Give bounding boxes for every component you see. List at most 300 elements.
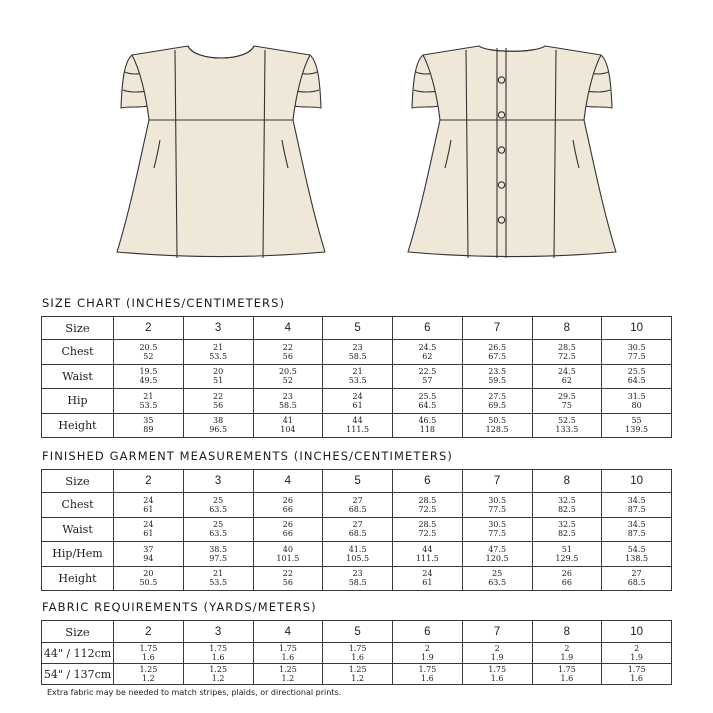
- value-secondary: 111.5: [346, 425, 370, 435]
- value-cell: [253, 542, 323, 567]
- value-cell: [602, 340, 672, 365]
- value-secondary: 1.6: [560, 674, 574, 683]
- value-secondary: 101.5: [276, 553, 300, 563]
- header-cell: 5: [323, 621, 393, 643]
- value-secondary: 82.5: [557, 529, 576, 539]
- value-secondary: 58.5: [348, 351, 367, 361]
- value-secondary: 94: [143, 553, 154, 563]
- value-secondary: 120.5: [485, 553, 509, 563]
- value-primary: 23: [282, 391, 293, 401]
- value-cell: [462, 413, 532, 438]
- value-primary: 52.5: [557, 416, 576, 426]
- value-cell: [532, 340, 602, 365]
- value-primary: 55: [631, 416, 642, 426]
- value-primary: 47.5: [488, 544, 507, 554]
- value-secondary: 62: [561, 376, 572, 386]
- value-secondary: 1.2: [142, 674, 155, 683]
- value-secondary: 62: [422, 351, 433, 361]
- value-secondary: 72.5: [418, 504, 437, 514]
- table-row: [42, 389, 672, 414]
- value-primary: 25.5: [418, 391, 437, 401]
- value-primary: 2: [634, 644, 640, 653]
- value-cell: [114, 389, 184, 414]
- value-secondary: 104: [280, 425, 296, 435]
- value-cell: [253, 493, 323, 518]
- row-label: Height: [42, 566, 114, 591]
- value-cell: [114, 517, 184, 542]
- value-primary: 24: [143, 520, 154, 530]
- header-cell: 7: [462, 621, 532, 643]
- value-secondary: 77.5: [488, 529, 507, 539]
- value-primary: 22: [282, 569, 293, 579]
- value-primary: 41: [282, 416, 293, 426]
- value-primary: 24.5: [557, 367, 576, 377]
- header-cell: 3: [183, 317, 253, 340]
- value-cell: [602, 389, 672, 414]
- value-primary: 1.75: [418, 665, 437, 674]
- value-primary: 1.75: [348, 644, 367, 653]
- table-row: [42, 517, 672, 542]
- value-secondary: 77.5: [488, 504, 507, 514]
- value-cell: [114, 643, 184, 664]
- value-secondary: 75: [561, 400, 572, 410]
- value-primary: 1.75: [139, 644, 158, 653]
- value-cell: [393, 493, 463, 518]
- value-secondary: 63.5: [209, 504, 228, 514]
- value-secondary: 1.6: [351, 653, 364, 662]
- value-secondary: 50.5: [139, 578, 158, 588]
- value-primary: 22.5: [418, 367, 437, 377]
- value-secondary: 72.5: [418, 529, 437, 539]
- value-secondary: 1.6: [211, 653, 225, 662]
- value-primary: 31.5: [627, 391, 646, 401]
- header-cell: 10: [602, 621, 672, 643]
- value-cell: [532, 493, 602, 518]
- value-primary: 24: [143, 495, 154, 505]
- value-cell: [462, 493, 532, 518]
- value-cell: [602, 413, 672, 438]
- value-primary: 25.5: [627, 367, 646, 377]
- value-cell: [253, 566, 323, 591]
- header-cell: 4: [253, 470, 323, 493]
- value-cell: [114, 364, 184, 389]
- value-cell: [114, 566, 184, 591]
- header-cell: 8: [532, 621, 602, 643]
- value-primary: 22: [282, 342, 293, 352]
- header-cell: 8: [532, 317, 602, 340]
- value-primary: 25: [492, 569, 503, 579]
- header-cell: 5: [323, 470, 393, 493]
- row-label: Waist: [42, 517, 114, 542]
- value-primary: 23.5: [488, 367, 507, 377]
- value-secondary: 1.6: [490, 674, 504, 683]
- value-primary: 44: [352, 416, 363, 426]
- size-chart-header-row: [42, 317, 672, 340]
- value-cell: [532, 413, 602, 438]
- value-cell: [602, 364, 672, 389]
- value-cell: [183, 340, 253, 365]
- value-secondary: 49.5: [139, 376, 158, 386]
- value-secondary: 63.5: [209, 529, 228, 539]
- row-label: 44" / 112cm: [42, 643, 114, 664]
- finished-garment-title: FINISHED GARMENT MEASUREMENTS (INCHES/CENTIMETERS): [42, 449, 453, 463]
- value-cell: [183, 413, 253, 438]
- value-primary: 23: [352, 342, 363, 352]
- value-secondary: 105.5: [346, 553, 370, 563]
- value-primary: 1.25: [348, 665, 367, 674]
- value-cell: [323, 493, 393, 518]
- header-cell: 6: [393, 317, 463, 340]
- value-cell: [602, 493, 672, 518]
- value-primary: 23: [352, 569, 363, 579]
- header-cell: 3: [183, 621, 253, 643]
- value-primary: 20.5: [139, 342, 158, 352]
- value-secondary: 1.6: [421, 674, 434, 683]
- value-cell: [462, 542, 532, 567]
- value-primary: 30.5: [627, 342, 646, 352]
- value-cell: [532, 566, 602, 591]
- value-cell: [323, 413, 393, 438]
- value-primary: 2: [424, 644, 430, 653]
- value-primary: 1.75: [278, 644, 297, 653]
- header-cell: 2: [114, 470, 184, 493]
- value-secondary: 87.5: [627, 504, 646, 514]
- value-primary: 35: [143, 416, 154, 426]
- header-cell: 4: [253, 621, 323, 643]
- value-primary: 54.5: [627, 544, 646, 554]
- value-cell: [114, 493, 184, 518]
- value-secondary: 68.5: [348, 529, 367, 539]
- value-cell: [393, 340, 463, 365]
- value-primary: 26: [282, 495, 293, 505]
- value-cell: [602, 664, 672, 685]
- value-primary: 41.5: [348, 544, 367, 554]
- value-cell: [183, 517, 253, 542]
- value-secondary: 53.5: [209, 351, 228, 361]
- value-cell: [323, 643, 393, 664]
- value-secondary: 56: [282, 578, 293, 588]
- value-secondary: 1.2: [351, 674, 364, 683]
- value-primary: 29.5: [557, 391, 576, 401]
- value-primary: 26.5: [488, 342, 507, 352]
- header-cell: Size: [42, 317, 114, 340]
- table-row: [42, 566, 672, 591]
- value-cell: [183, 364, 253, 389]
- row-label: Chest: [42, 493, 114, 518]
- value-secondary: 1.6: [281, 653, 295, 662]
- value-primary: 1.25: [139, 665, 158, 674]
- table-row: [42, 413, 672, 438]
- value-cell: [323, 364, 393, 389]
- header-cell: 8: [532, 470, 602, 493]
- value-primary: 24: [422, 569, 433, 579]
- value-primary: 27.5: [488, 391, 507, 401]
- value-cell: [253, 389, 323, 414]
- value-secondary: 58.5: [348, 578, 367, 588]
- value-primary: 51: [561, 544, 572, 554]
- value-primary: 1.75: [488, 665, 507, 674]
- value-cell: [183, 643, 253, 664]
- header-cell: Size: [42, 470, 114, 493]
- value-primary: 25: [213, 495, 224, 505]
- value-secondary: 89: [143, 425, 154, 435]
- header-cell: 2: [114, 621, 184, 643]
- value-cell: [462, 517, 532, 542]
- value-primary: 40: [282, 544, 293, 554]
- value-secondary: 1.2: [281, 674, 295, 683]
- value-cell: [462, 664, 532, 685]
- value-cell: [323, 566, 393, 591]
- row-label: Hip: [42, 389, 114, 414]
- value-cell: [323, 542, 393, 567]
- value-secondary: 1.9: [490, 653, 504, 662]
- value-primary: 1.75: [209, 644, 228, 653]
- value-secondary: 56: [282, 351, 293, 361]
- value-primary: 21: [352, 367, 363, 377]
- value-cell: [253, 517, 323, 542]
- value-primary: 24.5: [418, 342, 437, 352]
- value-cell: [602, 542, 672, 567]
- value-secondary: 53.5: [209, 578, 228, 588]
- value-secondary: 69.5: [488, 400, 507, 410]
- value-secondary: 68.5: [627, 578, 646, 588]
- value-secondary: 53.5: [348, 376, 367, 386]
- value-cell: [114, 340, 184, 365]
- value-primary: 20: [143, 569, 154, 579]
- value-cell: [532, 389, 602, 414]
- value-secondary: 133.5: [555, 425, 579, 435]
- fabric-requirements-header-row: [42, 621, 672, 643]
- row-label: Waist: [42, 364, 114, 389]
- header-cell: 2: [114, 317, 184, 340]
- value-primary: 27: [631, 569, 642, 579]
- value-secondary: 61: [352, 400, 363, 410]
- value-cell: [393, 542, 463, 567]
- value-cell: [393, 517, 463, 542]
- table-row: [42, 643, 672, 664]
- value-primary: 27: [352, 495, 363, 505]
- value-primary: 32.5: [557, 495, 576, 505]
- header-cell: 3: [183, 470, 253, 493]
- value-cell: [532, 542, 602, 567]
- value-secondary: 67.5: [488, 351, 507, 361]
- header-cell: 5: [323, 317, 393, 340]
- value-primary: 50.5: [488, 416, 507, 426]
- value-secondary: 111.5: [415, 553, 439, 563]
- fabric-requirements-table: [41, 620, 672, 685]
- value-cell: [602, 517, 672, 542]
- value-cell: [253, 364, 323, 389]
- value-cell: [323, 340, 393, 365]
- value-secondary: 96.5: [209, 425, 228, 435]
- value-secondary: 97.5: [209, 553, 228, 563]
- finished-garment-table: [41, 469, 672, 591]
- value-secondary: 82.5: [557, 504, 576, 514]
- value-cell: [183, 389, 253, 414]
- value-primary: 24: [352, 391, 363, 401]
- value-secondary: 1.9: [630, 653, 643, 662]
- value-cell: [253, 664, 323, 685]
- value-secondary: 72.5: [557, 351, 576, 361]
- value-secondary: 77.5: [627, 351, 646, 361]
- value-cell: [323, 389, 393, 414]
- value-primary: 28.5: [418, 495, 437, 505]
- value-secondary: 1.9: [421, 653, 434, 662]
- value-secondary: 61: [422, 578, 433, 588]
- row-label: 54" / 137cm: [42, 664, 114, 685]
- value-primary: 27: [352, 520, 363, 530]
- value-secondary: 53.5: [139, 400, 158, 410]
- value-secondary: 61: [143, 504, 154, 514]
- value-cell: [462, 566, 532, 591]
- value-primary: 2: [494, 644, 500, 653]
- header-cell: 6: [393, 470, 463, 493]
- value-cell: [462, 364, 532, 389]
- row-label: Hip/Hem: [42, 542, 114, 567]
- row-label: Height: [42, 413, 114, 438]
- value-cell: [532, 643, 602, 664]
- value-cell: [114, 664, 184, 685]
- value-cell: [393, 664, 463, 685]
- header-cell: Size: [42, 621, 114, 643]
- value-cell: [393, 643, 463, 664]
- value-primary: 28.5: [557, 342, 576, 352]
- value-primary: 34.5: [627, 495, 646, 505]
- value-cell: [393, 566, 463, 591]
- value-secondary: 128.5: [485, 425, 509, 435]
- value-secondary: 129.5: [555, 553, 579, 563]
- header-cell: 10: [602, 470, 672, 493]
- dress-back-illustration: [408, 46, 616, 258]
- finished-garment-header-row: [42, 470, 672, 493]
- value-primary: 1.75: [557, 665, 576, 674]
- value-primary: 32.5: [557, 520, 576, 530]
- header-cell: 7: [462, 470, 532, 493]
- value-cell: [462, 389, 532, 414]
- value-cell: [253, 643, 323, 664]
- value-secondary: 64.5: [418, 400, 437, 410]
- value-secondary: 1.6: [630, 674, 643, 683]
- value-secondary: 63.5: [488, 578, 507, 588]
- value-cell: [183, 566, 253, 591]
- value-secondary: 1.9: [560, 653, 574, 662]
- value-primary: 37: [143, 544, 154, 554]
- value-primary: 1.75: [627, 665, 646, 674]
- value-secondary: 66: [282, 504, 293, 514]
- value-secondary: 1.6: [142, 653, 155, 662]
- value-primary: 19.5: [139, 367, 158, 377]
- value-primary: 1.25: [278, 665, 297, 674]
- table-row: [42, 364, 672, 389]
- value-primary: 21: [213, 569, 224, 579]
- value-cell: [253, 413, 323, 438]
- dress-front-illustration: [117, 46, 325, 258]
- value-primary: 26: [282, 520, 293, 530]
- value-secondary: 57: [422, 376, 433, 386]
- value-cell: [323, 517, 393, 542]
- value-primary: 1.25: [209, 665, 228, 674]
- table-row: [42, 493, 672, 518]
- value-secondary: 64.5: [627, 376, 646, 386]
- value-primary: 30.5: [488, 520, 507, 530]
- value-secondary: 139.5: [625, 425, 649, 435]
- value-secondary: 118: [419, 425, 436, 435]
- value-primary: 38.5: [209, 544, 228, 554]
- value-primary: 21: [143, 391, 154, 401]
- value-primary: 46.5: [418, 416, 437, 426]
- value-cell: [393, 389, 463, 414]
- value-primary: 34.5: [627, 520, 646, 530]
- value-cell: [114, 542, 184, 567]
- value-secondary: 61: [143, 529, 154, 539]
- value-secondary: 1.2: [211, 674, 225, 683]
- value-primary: 30.5: [488, 495, 507, 505]
- value-cell: [393, 364, 463, 389]
- table-row: [42, 664, 672, 685]
- value-primary: 38: [213, 416, 224, 426]
- value-secondary: 138.5: [625, 553, 649, 563]
- value-cell: [323, 664, 393, 685]
- header-cell: 7: [462, 317, 532, 340]
- header-cell: 6: [393, 621, 463, 643]
- table-row: [42, 340, 672, 365]
- value-cell: [602, 566, 672, 591]
- header-cell: 4: [253, 317, 323, 340]
- header-cell: 10: [602, 317, 672, 340]
- value-secondary: 56: [213, 400, 224, 410]
- value-secondary: 59.5: [488, 376, 507, 386]
- value-secondary: 51: [213, 376, 224, 386]
- value-primary: 28.5: [418, 520, 437, 530]
- value-primary: 26: [561, 569, 572, 579]
- fabric-note: Extra fabric may be needed to match stripes, plaids, or directional prints.: [47, 688, 342, 697]
- value-secondary: 58.5: [278, 400, 297, 410]
- value-cell: [183, 542, 253, 567]
- fabric-requirements-title: FABRIC REQUIREMENTS (YARDS/METERS): [42, 600, 317, 614]
- value-cell: [183, 493, 253, 518]
- table-row: [42, 542, 672, 567]
- value-cell: [532, 664, 602, 685]
- row-label: Chest: [42, 340, 114, 365]
- value-cell: [253, 340, 323, 365]
- value-cell: [462, 643, 532, 664]
- value-primary: 21: [213, 342, 224, 352]
- size-chart-table: [41, 316, 672, 438]
- dress-illustrations: [0, 0, 713, 290]
- value-secondary: 68.5: [348, 504, 367, 514]
- value-primary: 2: [564, 644, 570, 653]
- value-secondary: 80: [631, 400, 642, 410]
- value-secondary: 87.5: [627, 529, 646, 539]
- value-primary: 20.5: [278, 367, 297, 377]
- value-primary: 44: [422, 544, 433, 554]
- value-secondary: 66: [282, 529, 293, 539]
- value-secondary: 52: [282, 376, 293, 386]
- value-primary: 22: [213, 391, 224, 401]
- value-cell: [462, 340, 532, 365]
- value-cell: [114, 413, 184, 438]
- value-secondary: 52: [143, 351, 154, 361]
- value-cell: [532, 517, 602, 542]
- value-cell: [532, 364, 602, 389]
- size-chart-title: SIZE CHART (INCHES/CENTIMETERS): [42, 296, 286, 310]
- value-primary: 25: [213, 520, 224, 530]
- value-cell: [393, 413, 463, 438]
- value-primary: 20: [213, 367, 224, 377]
- value-cell: [602, 643, 672, 664]
- value-secondary: 66: [561, 578, 572, 588]
- value-cell: [183, 664, 253, 685]
